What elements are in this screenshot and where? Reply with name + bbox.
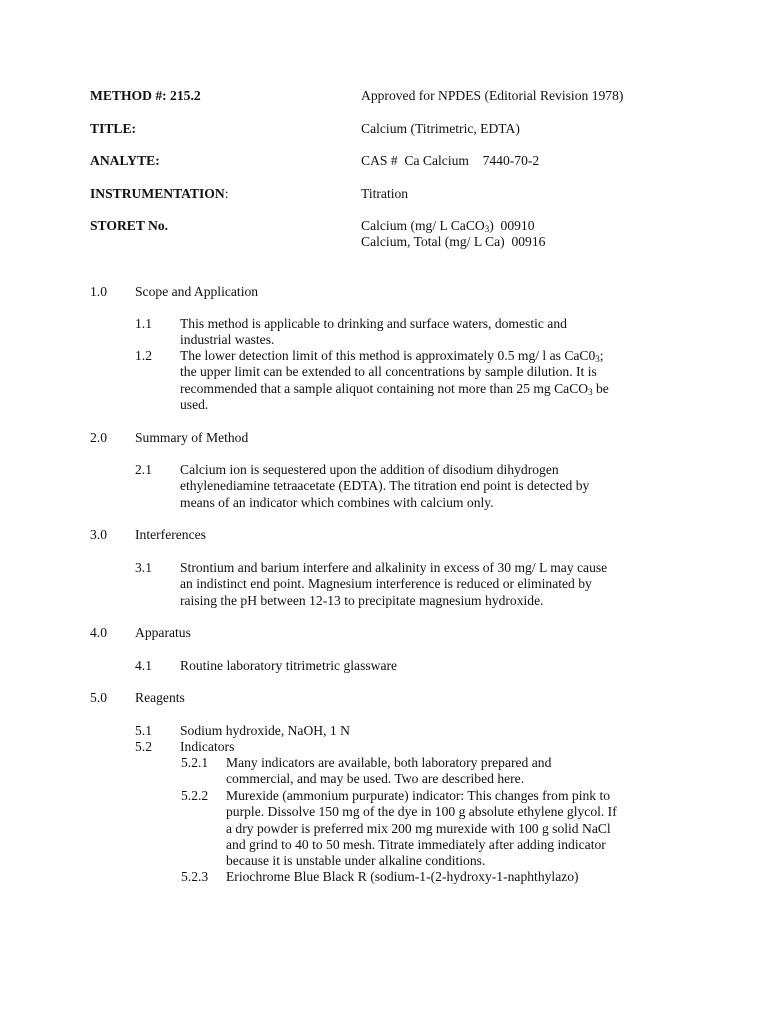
item-text [180,462,680,511]
text-line: Many indicators are available, both laboratory prepared and [226,755,552,770]
subitem-text [226,869,681,885]
subitem-text [226,788,681,869]
text-sub: 3 [588,386,593,397]
method-value: Approved for NPDES (Editorial Revision 1978) [361,88,624,103]
text-line: Calcium ion is sequestered upon the addition of disodium dihydrogen [180,462,559,477]
item-number: 1.1 [135,316,152,331]
item-text [180,739,680,755]
instrumentation-value: Titration [361,186,409,201]
text-line: commercial, and may be used. Two are described here. [226,771,525,787]
storet-l1sub: 3 [484,224,490,234]
text-part: be [592,380,609,396]
text-line: purple. Dissolve 150 mg of the dye in 100 g absolute ethylene glycol. If [226,804,617,820]
method-label: METHOD #: 215.2 [90,88,201,103]
title-value: Calcium (Titrimetric, EDTA) [361,121,520,136]
instrumentation-label-wrap [90,186,228,202]
text-line: ethylenediamine tetraacetate (EDTA). The titration end point is detected by [180,478,590,494]
storet-l1b: ) 00910 [489,218,535,233]
text-line: industrial wastes. [180,332,275,348]
text-line: an indistinct end point. Magnesium interference is reduced or eliminated by [180,576,592,592]
item-text [180,658,680,674]
text-line: Strontium and barium interfere and alkalinity in excess of 30 mg/ L may cause [180,560,608,575]
text-line: raising the pH between 12-13 to precipitate magnesium hydroxide. [180,592,544,608]
item-number: 5.2 [135,739,152,754]
section-title: Apparatus [135,625,191,640]
item-number: 1.2 [135,348,152,363]
section-number: 4.0 [90,625,107,640]
text-line: Murexide (ammonium purpurate) indicator: This changes from pink to [226,788,611,803]
item-number: 2.1 [135,462,152,477]
text-line: used. [180,396,209,412]
item-text [180,560,680,609]
subitem-text [226,755,681,788]
text-part: recommended that a sample aliquot containing not more than 25 mg CaCO [180,380,589,396]
analyte-value: CAS # Ca Calcium 7440-70-2 [361,153,540,168]
storet-value-line1 [361,218,535,234]
subitem-number: 5.2.2 [181,788,209,803]
text-line: because it is unstable under alkaline conditions. [226,853,486,869]
section-title: Interferences [135,527,206,542]
section-title: Reagents [135,690,185,705]
item-number: 3.1 [135,560,152,575]
text-line: a dry powder is preferred mix 200 mg murexide with 100 g solid NaCl [226,820,611,836]
section-number: 2.0 [90,430,107,445]
instrumentation-colon: : [224,186,229,201]
storet-label: STORET No. [90,218,169,233]
text-line: Routine laboratory titrimetric glassware [180,658,398,673]
text-line: and grind to 40 to 50 mesh. Titrate immediately after adding indicator [226,836,606,852]
text-sub: 3 [595,354,600,364]
item-text [180,723,680,739]
section-title: Summary of Method [135,430,249,445]
subitem-number: 5.2.1 [181,755,209,770]
text-line: the upper limit can be extended to all concentrations by sample dilution. It is [180,364,597,380]
text-part: ; [599,348,604,363]
storet-l1a: Calcium (mg/ L CaCO [361,218,485,233]
instrumentation-label: INSTRUMENTATION [90,186,225,201]
storet-value-line2: Calcium, Total (mg/ L Ca) 00916 [361,234,546,249]
subitem-number: 5.2.3 [181,869,209,884]
section-title: Scope and Application [135,284,259,299]
text-line: Eriochrome Blue Black R (sodium-1-(2-hydroxy-1-naphthylazo) [226,869,579,884]
text-line [180,348,680,364]
text-line: This method is applicable to drinking and surface waters, domestic and [180,316,567,331]
analyte-label: ANALYTE: [90,153,160,168]
section-number: 3.0 [90,527,107,542]
section-number: 5.0 [90,690,107,705]
item-text [180,316,680,349]
title-label: TITLE: [90,121,137,136]
item-text [180,348,680,413]
text-line [180,381,680,397]
item-number: 5.1 [135,723,152,738]
text-line: Sodium hydroxide, NaOH, 1 N [180,723,350,738]
item-number: 4.1 [135,658,152,673]
text-line: means of an indicator which combines with calcium only. [180,494,494,510]
text-line: Indicators [180,739,235,754]
section-number: 1.0 [90,284,107,299]
text-part: The lower detection limit of this method is approximately 0.5 mg/ l as CaC0 [180,348,596,363]
